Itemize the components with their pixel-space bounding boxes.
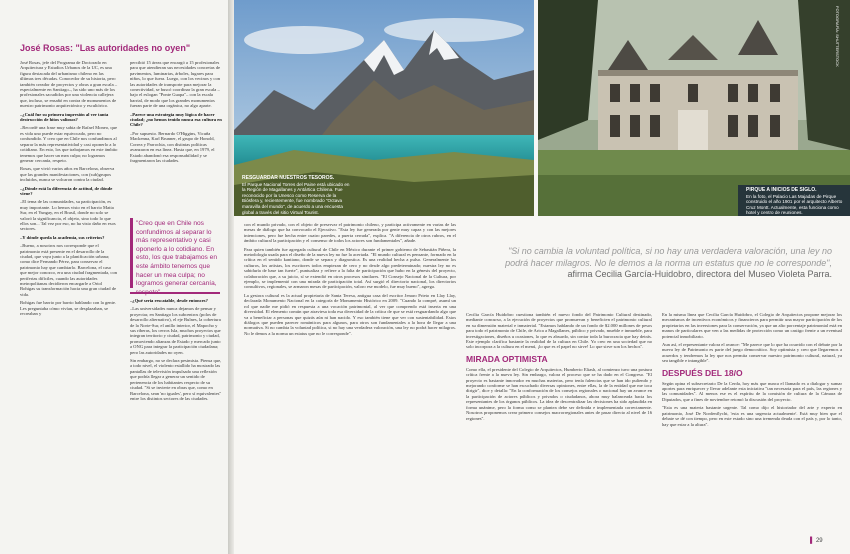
right-column-c <box>662 312 842 532</box>
body-paragraph: –Las universidades nunca dejamos de pensar y proyectar, en Santiago los subcentros (polos de desarrollo alternativo), el eje Bulnes, la cobertura de la Norte-Sur, el anillo interior, el Mapocho y sus riberas, los cerros Isla, muchos proyectos que integran territorio y ciudad, patrimonio y ciudad, promoviendo alianzas de Estado y mercado junto a ONG para integrar la participación ciudadana; pero las autoridades no oyen. <box>130 306 221 355</box>
body-paragraph: percibió 15 áreas que encargó a 15 profesionales para que atendieran sus necesidades concretas de pavimentos, luminarias, árboles, lugares para niños, lo que fuera. Luego, con los vecinos y con las autoridades de transporte para mejorar la conectividad, se buscó coordinar la gran escala –bajo el eslogan "Ponte Guapa"– con la escala barrial, de modo que los grandes monumentos fueran parte de una orgánica, no algo aparte. <box>130 60 221 109</box>
big-quote-text: "Si no cambia la voluntad política, si no hay una verdadera valoración, una ley no podrá hacer milagros. No le demos a la norma un estatus que no le corresponde", <box>505 246 832 268</box>
body-paragraph: –Por supuesto. Bernardo O'Higgins, Vicuña Mackenna, Karl Brunner, el grupo de Honold, Correa y Parrochia, con distintas políticas avanzaron en esa línea. Hasta que, en 1979, el Estado abandonó esa responsabilidad y se fragmentaron las ciudades. <box>130 130 215 163</box>
interview-question: –¿Qué sería rescatable, desde entonces? <box>130 298 208 303</box>
right-column-a <box>244 222 456 542</box>
torres-del-paine-photo <box>234 0 534 216</box>
photo-credit-text: FOTOGRAFÍA: SHUTTERSTOCK <box>835 6 840 67</box>
body-paragraph: "Esta es una materia bastante urgente. Tal como dijo el historiador del arte y experto en patrimonio, José De Nordenflycht, 'esta es una urgencia actualmente'. Está muy bien que el debate se dé con tiempo, pero en este estado sino una tremenda deuda con el país y, por lo tanto, hay que estar a la altura". <box>662 405 842 427</box>
section-subheading: DESPUÉS DEL 18/O <box>662 367 743 378</box>
left-column-1 <box>20 60 118 548</box>
body-paragraph: Rosas, que vivió varios años en Barcelona, observa que las grandes manifestaciones, con (sub)grupos incluidos, nunca se volcaron contra la ciudad. <box>20 166 115 183</box>
page-number-text: 29 <box>815 538 823 544</box>
palacio-majadas-illustration <box>538 0 850 216</box>
body-paragraph: José Rosas, jefe del Programa de Doctorado en Arquitectura y Estudios Urbanos de la UC, es una figura destacada del urbanismo chileno en las últimas tres décadas. Conocedor de su historia, pero también creador de proyectos y obras a gran escala –especialmente en Santiago–, ha sido uno más de los profesionales sacudidos por una violencia callejera que, incluso, se ensañó en contra de monumentos de nuestro patrimonio arquitectónico y escultórico. <box>20 60 118 109</box>
body-paragraph: Como ella, el presidente del Colegio de Arquitectos, Humberto Eliash, al comienzo tuvo una postura crítica frente a la nueva ley. Sin embargo, valora el proceso que se ha dado en el Congreso. "El proyecto es bastante innovador en muchas materias, pero tenía falencias que se han ido puliendo y mejorando conforme se han escuchado diversas opiniones, entre ellas, la de la entidad que me toca dirigir", dice y detalla: "En la conformación de los consejos regionales o nacional hay un avance en la participación de actores públicos y privados o ciudadanos, ahora muy balanceada hacia los representantes de los órganos públicos. La idea de descentralizar las decisiones ha sido aplaudida en forma unánime, pero la forma como se plantea debe ser definida e implementada correctamente. Nosotros proponemos crear primero consejos macrorregionales antes de pasar directo al nivel de 16 regiones". <box>466 366 652 421</box>
left-column-2-lower <box>130 298 222 548</box>
body-paragraph: Sin embargo, no se declara pesimista. Piensa que, a todo nivel, el violento estallido ha mostrado las pantallas de televisión impulsado una reflexión que podría llegar a generar un sentido de pertenencia de los habitantes respecto de su ciudad. "Si se invierte en obras que, como en Barcelona, sean 'no iguales', pero sí equivalentes" entre los distintos sectores de las ciudades. <box>130 358 222 401</box>
body-paragraph: Para quien también fue agregada cultural de Chile en México durante el primer gobierno de Sebastián Piñera, la metodología usada para el diseño de la nueva ley no fue la acertada. "El mundo cultural es pensante, formado en la crítica en el sentido kantiano, donde se separa y diagnostica. Es una realidad hecha a pulso. Generalmente los culturos, los artistas, los escritores todos empiezan de cero y no desde algo predeterminado; nuestra ley no es sabiduría de base tan fuerte", puntualiza y refiere a la falta de participación que hubo en la génesis del proyecto, colaboración que, a su juicio, sí se extendió en otros procesos similares. "El Consejo Nacional de la Cultura, por ejemplo, se implementó con una mirada de participación total. Así surgió el directorio nacional, los directorios consultivos, regionales, se armaron mesas de participación, valoro ese modelo, fue muy bueno", agrega. <box>244 246 456 290</box>
body-paragraph: –El tema de las comunidades, su participación, es muy importante. Lo hemos visto en el barrio Matta Sur, en el Yungay, en el Brasil, donde no solo se valoró la significancia, el objeto, sino todo lo que ellos son... Tal vez por eso, no ha visto daño en esos sectores. <box>20 199 116 232</box>
right-column-b <box>466 312 652 542</box>
right-photo-caption <box>746 188 844 216</box>
body-paragraph: –Bueno, a nosotros nos corresponde que el patrimonio está presente en el desarrollo de la ciudad, que vaya junto a la planificación urbana; como dice Fernando Pérez, para conservar el patrimonio hay que cambiarlo. Barcelona, el caso que mejor conozco, era una ciudad fragmentada, con periferias difíciles, cuando las autoridades metropolitanas decidieron encargarle a Oriol Bohigas su transformación hacia una gran ciudad de vida. <box>20 243 118 297</box>
left-column-2 <box>130 60 222 230</box>
left-photo-caption-text: El Parque Nacional Torres del Paine está ubicado en la Región de Magallanes y Antártica Chilena. Fue reconocido por la Unesco como Reserva de la Biósfera y, recientemente, fue nombrado "Octava maravilla del mundo", de acuerdo a una encuesta global a través del sitio Virtual Tourist. <box>242 181 350 215</box>
interview-question: –Parece una estrategia muy lógica de hacer ciudad; ¿no hemos tenido nunca esa cultura en Chile? <box>130 111 222 128</box>
body-paragraph: con el mundo privado, con el objeto de preservar el patrimonio chileno, y participa activamente en varias de las mesas de diálogo que ha convocado el Ejecutivo. "Esta ley fue generada por gente muy capaz y con las mejores intenciones, pero fue hecha entre cuatro paredes, a puerta cerrada", explica. "A diferencia de otros rubros, en el ámbito cultural la participación y el consenso de todos los actores son fundamentales", añade. <box>244 222 456 244</box>
body-paragraph: Bohigas fue barrio por barrio hablando con la gente. Les preguntaba cómo vivían, se desplazaban, se recreaban y <box>20 300 117 317</box>
body-paragraph: Aun así, el representante valora el avance: "Me parece que lo que ha ocurrido con el debate por la nueva ley de Patrimonio es parte del juego democrático. Soy optimista y creo que llegaremos a acuerdos y tendremos la ley que nos permita conservar nuestro patrimonio cultural, natural, ya sea tangible e intangible". <box>662 342 842 364</box>
interview-question: –Y dónde queda la academia, sus criterios? <box>20 234 105 240</box>
left-pull-quote-box <box>136 220 224 297</box>
right-page <box>234 0 850 554</box>
pull-quote-bar-left-bottom <box>130 292 220 294</box>
left-pull-quote: "Creo que en Chile nos confundimos al separar lo más representativo y casi oponerlo a lo cotidiano. En esto, los que trabajamos en este ámbito tenemos que hacer un mea culpa; no logramos generar cercanía, <box>136 220 218 288</box>
body-paragraph: En la misma línea que Cecilia García Huidobro, el Colegio de Arquitectos propone mejorar los mecanismos de incentivos económicos y financieros para permitir una mayor participación de los propietarios en las inversiones para la conservación, ya que un alto porcentaje patrimonial está en manos de particulares que ven a las medidas de protección como un castigo frente a un eventual potencial inmobiliario. <box>662 312 842 339</box>
interview-heading: José Rosas: "Las autoridades no oyen" <box>20 43 191 53</box>
right-photo-caption-title: PIRQUE A INICIOS DE SIGLO. <box>746 187 817 193</box>
pull-quote-bar-left <box>130 218 133 288</box>
left-photo-caption <box>242 176 352 215</box>
photo-credit <box>830 6 842 76</box>
interview-question: –¿Cuál fue su primera impresión al ver tanta destrucción de hitos valiosos? <box>20 111 109 123</box>
body-paragraph: La gestora cultural es la actual propietaria de Santa Teresa, antigua casa del escritor Jenaro Prieto en Llay Llay, declarada Monumento Nacional en la categoría de Monumento Histórico en 2009. "Cuando la compré, asumí un rol que nadie me pidió en respuesta a una vocación patrimonial, al ver que comprendo está inserta en una diversidad. El elemento común que atraviesa toda esa diversidad de la crítica de que se está resguardando algo que va a beneficiar a personas que quizás aún ni han nacido. Y eso también tiene que ver con sustentabilidad. Estos diálogos que pueden parecer románticos para algunos, para otros son fundamentales a la hora de llegar a una normativa. Si no cambia la voluntad política, si no hay una verdadera valoración, una ley no podrá hacer milagros. No le demos a la norma un estatus que no le corresponde". <box>244 292 456 336</box>
interview-question: –¿Dónde está la diferencia de actitud, de dónde viene? <box>20 185 113 196</box>
left-photo-caption-title: RESGUARDAR NUESTROS TESOROS. <box>242 175 335 181</box>
left-page <box>0 0 229 554</box>
body-paragraph: Cecilia García Huidobro cuestiona también el nuevo fondo del Patrimonio Cultural destinado, mediante concurso, a la ejecución de proyectos que promuevan y beneficien el patrimonio cultural en su dimensión material e inmaterial. "Estamos hablando de un fondo de $2.000 millones de pesos para todo el patrimonio de Chile, de Arica a Magallanes, público y privado, mueble e inmueble, para investigaciones, diseños u ocasiones, lo que es absurdo, sin contar toda la burocracia que hay detrás. Este ejemplo clarifica bastante la realidad de la cultura en Chile. Yo creo en una sociedad que no solo incorpora a la cultura en el menú, ¡lo que es el papel no sirve! Lo que sirve son los hechos". <box>466 312 652 350</box>
big-quote-attribution: afirma Cecilia García-Huidobro, directora del Museo Violeta Parra. <box>567 269 832 279</box>
palacio-majadas-photo <box>538 0 850 216</box>
page-number <box>810 538 823 544</box>
body-paragraph: –Recordé una frase muy sabia de Rafael Moneo, que es vida uno puede estar equivocado, pero no confundido. Y creo que en Chile nos confundimos al separar la más representatividad y casi oponerlo a lo cotidiano. En esto, los que trabajamos en este ámbito tenemos que hacer un mea culpa; no logramos generar cercanía, respeto. <box>20 125 118 163</box>
page-marker-icon: ▌ <box>810 538 815 544</box>
section-subheading: MIRADA OPTIMISTA <box>466 353 548 364</box>
big-pull-quote <box>492 246 832 281</box>
right-photo-caption-text: En la foto, el Palacio Las Majadas de Pirque construido el año 1901 por el arquitecto Alberto Cruz Montt. Actualmente, esta funciona como hotel y centro de reuniones. <box>746 193 843 216</box>
body-paragraph: Según opina el subsecretario De la Cerda, hoy más que nunca el llamado es a dialogar y sumar aportes para enriquecer y llevar adelante esta iniciativa "tan necesaria para el país, las regiones y las comunidades". Al menos ese es el espíritu de la comisión de cultura de la Cámara de Diputados, que a fines de noviembre retomó la discusión del proyecto. <box>662 380 842 402</box>
